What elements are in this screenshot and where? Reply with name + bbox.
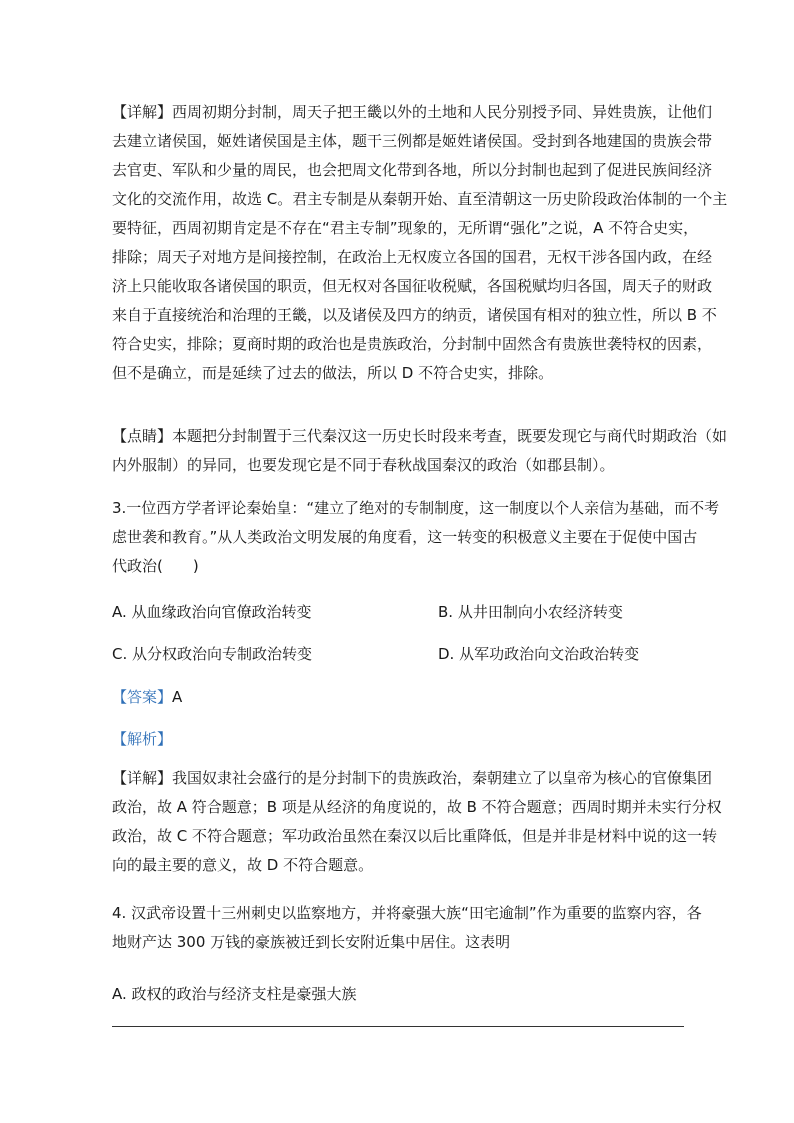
detail-line: 【详解】我国奴隶社会盛行的是分封制下的贵族政治，秦朝建立了以皇帝为核心的官僚集团	[112, 769, 713, 787]
question-line: 虑世袭和教育。”从人类政治文明发展的角度看，这一转变的积极意义主要在于促使中国古	[112, 528, 698, 546]
explanation-line: 去建立诸侯国，姬姓诸侯国是主体，题干三例都是姬姓诸侯国。受封到各地建国的贵族会带	[112, 132, 713, 150]
footer-divider	[112, 1026, 684, 1027]
explanation-line: 来自于直接统治和治理的王畿，以及诸侯及四方的纳贡，诸侯国有相对的独立性，所以 B 不	[112, 306, 717, 324]
question-4-stem	[112, 899, 702, 957]
comment-line: 【点睛】本题把分封制置于三代秦汉这一历史长时段来考查，既要发现它与商代时期政治（如	[112, 427, 728, 445]
question-3-stem	[112, 494, 720, 581]
explanation-line: 符合史实，排除；夏商时期的政治也是贵族政治，分封制中固然含有贵族世袭特权的因素，	[112, 335, 713, 353]
detail-line: 政治，故 A 符合题意；B 项是从经济的角度说的，故 B 不符合题意；西周时期并未实行分权	[112, 798, 722, 816]
question-line: 代政治( )	[112, 557, 199, 575]
q3-option-b: B. 从井田制向小农经济转变	[438, 603, 623, 621]
q3-option-d: D. 从军功政治向文治政治转变	[438, 645, 640, 663]
answer-value: A	[172, 688, 183, 706]
q3-option-c: C. 从分权政治向专制政治转变	[112, 645, 313, 663]
q3-answer	[112, 686, 182, 708]
answer-label: 【答案】	[112, 688, 173, 706]
explanation-line: 要特征，西周初期肯定是不存在“君主专制”现象的，无所谓“强化”之说，A 不符合史实，	[112, 219, 699, 237]
question-line: 地财产达 300 万钱的豪族被迁到长安附近集中居住。这表明	[112, 933, 511, 951]
explanation-line: 济上只能收取各诸侯国的职贡，但无权对各国征收税赋，各国税赋均归各国，周天子的财政	[112, 277, 713, 295]
explanation-paragraph	[112, 98, 728, 388]
explanation-line: 【详解】西周初期分封制，周天子把王畿以外的土地和人民分别授予同、异姓贵族，让他们	[112, 103, 713, 121]
q3-detail-paragraph	[112, 764, 722, 880]
explanation-line: 排除；周天子对地方是间接控制，在政治上无权废立各国的国君，无权干涉各国内政，在经	[112, 248, 713, 266]
q3-analysis-label: 【解析】	[112, 730, 173, 748]
q3-option-a: A. 从血缘政治向官僚政治转变	[112, 603, 312, 621]
comment-line: 内外服制）的异同，也要发现它是不同于春秋战国秦汉的政治（如郡县制）。	[112, 456, 615, 474]
explanation-line: 但不是确立，而是延续了过去的做法，所以 D 不符合史实，排除。	[112, 364, 554, 382]
explanation-line: 文化的交流作用，故选 C。君主专制是从秦朝开始、直至清朝这一历史阶段政治体制的一个主	[112, 190, 728, 208]
detail-line: 向的最主要的意义，故 D 不符合题意。	[112, 856, 374, 874]
question-line: 3.一位西方学者评论秦始皇：“建立了绝对的专制制度，这一制度以个人亲信为基础，而不考	[112, 499, 720, 517]
comment-paragraph	[112, 422, 728, 480]
explanation-line: 去官吏、军队和少量的周民，也会把周文化带到各地，所以分封制也起到了促进民族间经济	[112, 161, 713, 179]
q4-option-a: A. 政权的政治与经济支柱是豪强大族	[112, 985, 357, 1003]
detail-line: 政治，故 C 不符合题意；军功政治虽然在秦汉以后比重降低，但是并非是材料中说的这一转	[112, 827, 718, 845]
question-line: 4. 汉武帝设置十三州刺史以监察地方，并将豪强大族“田宅逾制”作为重要的监察内容，各	[112, 904, 702, 922]
